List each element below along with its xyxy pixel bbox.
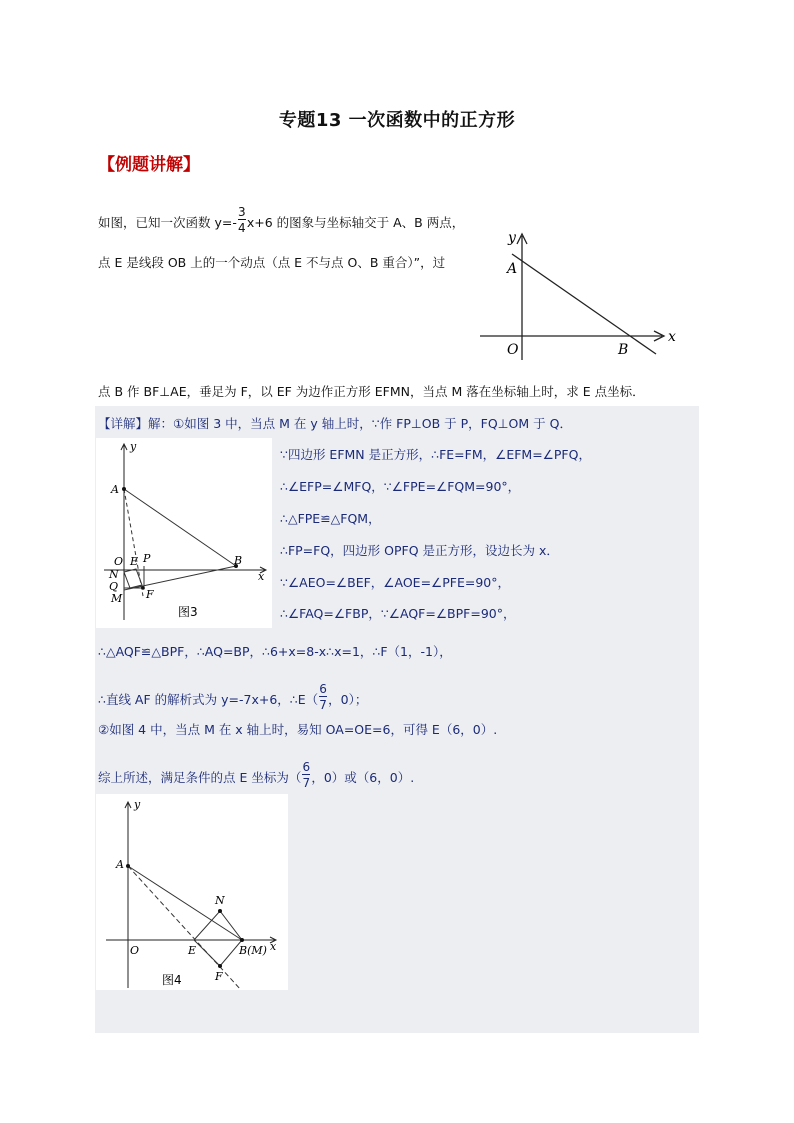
origin-label: O	[114, 555, 124, 568]
solution-line-9: ②如图 4 中，当点 M 在 x 轴上时，易知 OA=OE=6，可得 E（6，0）.	[98, 722, 498, 737]
solution-line-8-pre: ∴直线 AF 的解析式为 y=-7x+6，∴E（	[98, 692, 319, 707]
question-line-2: 点 E 是线段 OB 上的一个动点（点 E 不与点 O、B 重合）”，过	[98, 255, 446, 270]
line-ab	[124, 489, 236, 566]
solution-line-10-post: ，0）或（6，0）.	[311, 770, 415, 785]
square-efmn	[124, 569, 142, 588]
solution-lead: 【详解】	[98, 416, 149, 431]
point-b-label: B	[234, 554, 243, 567]
point-n	[218, 909, 222, 913]
point-a	[122, 487, 126, 491]
point-n-label: N	[109, 568, 119, 581]
solution-line-1: ∵四边形 EFMN 是正方形，∴FE=FM，∠EFM=∠PFQ，	[280, 447, 591, 462]
solution-line-2: ∴∠EFP=∠MFQ，∵∠FPE=∠FQM=90°，	[280, 479, 521, 494]
point-p-label: P	[143, 552, 151, 565]
fraction-numerator: 6	[302, 760, 311, 774]
question-line-1-pre: 如图，已知一次函数 y=-	[98, 215, 237, 230]
y-label: y	[134, 798, 141, 811]
section-heading: 【例题讲解】	[98, 155, 200, 175]
solution-line-10-pre: 综上所述，满足条件的点 E 坐标为（	[98, 770, 302, 785]
x-label: x	[668, 329, 676, 345]
x-label: x	[270, 940, 277, 953]
figure-4-square-on-x-axis	[96, 794, 288, 990]
point-f-label: F	[215, 970, 223, 983]
figure-1-coordinate-graph	[476, 226, 682, 364]
question-line-1	[98, 205, 465, 235]
point-b	[240, 938, 244, 942]
point-e-label: E	[130, 555, 139, 568]
y-label: y	[508, 230, 516, 246]
solution-line-8	[98, 682, 368, 712]
page-title: 专题13 一次函数中的正方形	[278, 110, 516, 131]
fraction-numerator: 3	[238, 205, 246, 219]
point-m-label: M	[111, 592, 123, 605]
point-e-label: E	[188, 944, 197, 957]
x-label: x	[258, 570, 265, 583]
y-label: y	[130, 440, 137, 453]
point-a-label: A	[507, 261, 518, 277]
figure-3-square-on-y-axis	[96, 438, 272, 628]
point-b-m-label: B(M)	[239, 944, 267, 957]
solution-lead-rest: 解：①如图 3 中，当点 M 在 y 轴上时，∵作 FP⊥OB 于 P，FQ⊥OM 于 Q．	[148, 416, 572, 431]
square-efmn	[194, 911, 242, 966]
solution-line-0	[98, 415, 572, 433]
solution-line-7: ∴△AQF≌△BPF，∴AQ=BP，∴6+x=8-x∴x=1，∴F（1，-1），	[98, 644, 452, 659]
fraction-numerator: 6	[319, 682, 327, 696]
point-f	[141, 586, 145, 590]
point-q-label: Q	[109, 580, 119, 593]
point-f	[218, 964, 222, 968]
point-n-label: N	[215, 894, 225, 907]
point-f-label: F	[146, 588, 154, 601]
figure-3-caption: 图3	[178, 605, 198, 619]
solution-line-6: ∴∠FAQ=∠FBP，∵∠AQF=∠BPF=90°，	[280, 606, 516, 621]
fraction-denominator: 4	[238, 221, 246, 235]
solution-line-10	[98, 760, 415, 790]
point-b-label: B	[618, 342, 629, 358]
question-line-1-post: x+6 的图象与坐标轴交于 A、B 两点，	[246, 215, 465, 230]
solution-line-4: ∴FP=FQ，四边形 OPFQ 是正方形，设边长为 x．	[280, 543, 559, 558]
fraction-denominator: 7	[319, 698, 327, 712]
question-line-3: 点 B 作 BF⊥AE，垂足为 F，以 EF 为边作正方形 EFMN，当点 M 落在坐标轴上时，求 E 点坐标．	[98, 384, 645, 399]
solution-line-8-post: ，0）；	[328, 692, 368, 707]
solution-line-3: ∴△FPE≌△FQM，	[280, 511, 381, 526]
point-a	[126, 864, 130, 868]
solution-line-5: ∵∠AEO=∠BEF，∠AOE=∠PFE=90°，	[280, 575, 510, 590]
figure-4-caption: 图4	[162, 973, 182, 987]
origin-label: O	[130, 944, 140, 957]
point-a-label: A	[116, 858, 124, 871]
function-line	[512, 254, 656, 354]
origin-label: O	[507, 342, 519, 358]
point-a-label: A	[111, 483, 119, 496]
fraction-denominator: 7	[302, 776, 311, 790]
